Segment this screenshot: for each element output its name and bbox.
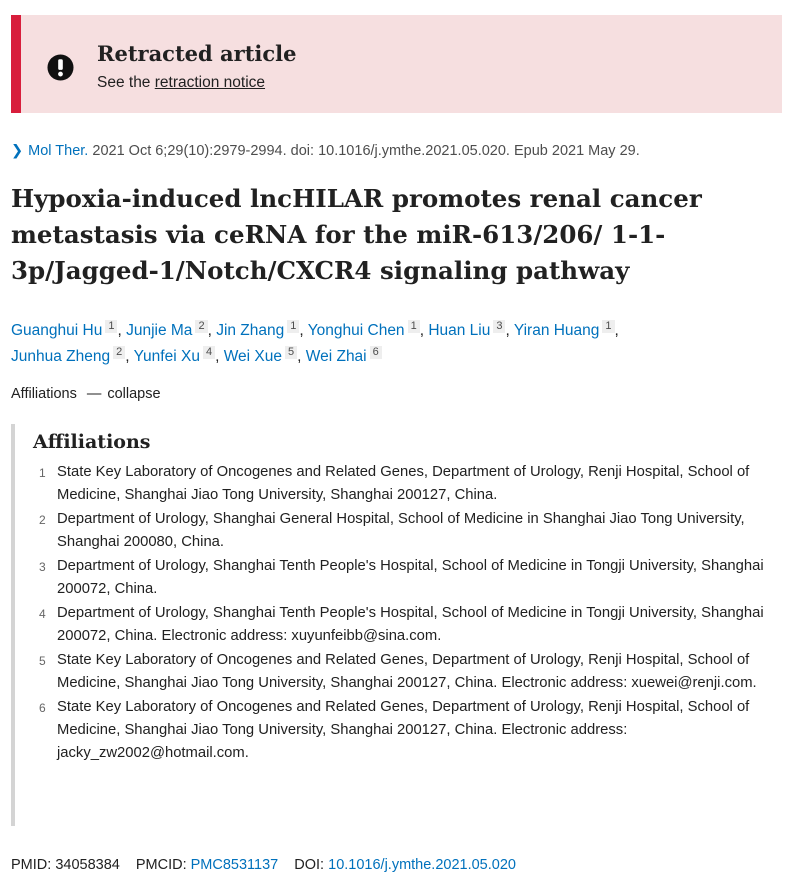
affiliation-number: 5 (39, 654, 46, 668)
affiliation-text: Department of Urology, Shanghai Tenth People's Hospital, School of Medicine in Tongji University, Shanghai 200072, China. Electronic address: xuyunfeibb@sina.com. (57, 605, 764, 644)
affiliation-ref-button[interactable]: 1 (287, 320, 299, 333)
journal-link[interactable]: Mol Ther. (28, 143, 89, 159)
collapse-link[interactable]: collapse (107, 386, 161, 402)
article-identifiers (11, 857, 516, 873)
author-item (224, 348, 297, 365)
pmcid-link[interactable]: PMC8531137 (190, 857, 279, 873)
retraction-prefix: See the (97, 74, 151, 91)
author-item (514, 322, 615, 339)
chevron-right-icon[interactable]: ❯ (11, 143, 24, 159)
affiliation-ref-button[interactable]: 4 (203, 346, 215, 359)
affiliation-number: 2 (39, 513, 46, 527)
affiliation-item (33, 508, 781, 554)
affiliations-heading: Affiliations (33, 431, 151, 453)
affiliation-number: 3 (39, 560, 46, 574)
affiliation-item (33, 602, 781, 648)
article-title-line: metastasis via ceRNA for the miR-613/206/ 1-1- (11, 220, 666, 249)
affiliations-toggle-dash: — (86, 386, 102, 402)
retraction-notice-line (97, 74, 265, 92)
author-link[interactable]: Guanghui Hu (11, 322, 103, 339)
author-list: Guanghui Hu 1 , Junjie Ma 2 , Jin Zhang 1 , Yonghui Chen 1 , Huan Liu 3 , Yiran Huang 1 , Junhua Zheng 2 , Yunfei Xu 4 , Wei Xue 5 , Wei Zhai 6 (11, 320, 619, 365)
affiliation-text: State Key Laboratory of Oncogenes and Related Genes, Department of Urology, Renji Hospital, School of Medicine, Shanghai Jiao Tong University, Shanghai 200127, China. Electronic address: jacky_zw2002@hotmail.com. (57, 699, 750, 761)
affiliation-ref-button[interactable]: 1 (105, 320, 117, 333)
author-link[interactable]: Yiran Huang (513, 322, 600, 339)
affiliation-item (33, 649, 781, 695)
pmid-value: 34058384 (55, 857, 120, 873)
affiliations-toggle[interactable] (11, 386, 161, 402)
retraction-banner (11, 15, 782, 113)
author-link[interactable]: Yunfei Xu (133, 348, 200, 365)
author-link[interactable]: Yonghui Chen (307, 322, 405, 339)
author-item (11, 322, 117, 339)
author-item (216, 322, 299, 339)
author-item (306, 348, 382, 365)
citation-details: 2021 Oct 6;29(10):2979-2994. doi: 10.1016/j.ymthe.2021.05.020. Epub 2021 May 29. (92, 143, 640, 159)
affiliation-ref-button[interactable]: 2 (195, 320, 207, 333)
affiliation-text: Department of Urology, Shanghai Tenth People's Hospital, School of Medicine in Tongji University, Shanghai 200072, China. (57, 558, 764, 597)
doi-label: DOI: (294, 857, 325, 873)
affiliation-item (33, 555, 781, 601)
affiliation-text: State Key Laboratory of Oncogenes and Related Genes, Department of Urology, Renji Hospital, School of Medicine, Shanghai Jiao Tong University, Shanghai 200127, China. (57, 464, 750, 503)
affiliation-text: Department of Urology, Shanghai General Hospital, School of Medicine in Shanghai Jiao Tong University, Shanghai 200080, China. (57, 511, 745, 550)
affiliations-toggle-label: Affiliations (11, 386, 77, 402)
exclamation-circle-icon (47, 54, 74, 81)
affiliation-item (33, 461, 781, 507)
affiliation-ref-button[interactable]: 6 (370, 346, 382, 359)
pmid-label: PMID: (11, 857, 52, 873)
affiliation-number: 1 (39, 466, 46, 480)
author-link[interactable]: Junhua Zheng (11, 348, 111, 365)
author-link[interactable]: Wei Xue (223, 348, 282, 365)
affiliation-ref-button[interactable]: 2 (113, 346, 125, 359)
article-title-line: 3p/Jagged-1/Notch/CXCR4 signaling pathway (11, 256, 630, 285)
retraction-notice-link[interactable]: retraction notice (154, 74, 266, 91)
article-title (11, 181, 781, 289)
affiliation-number: 6 (39, 701, 46, 715)
affiliation-item (33, 696, 781, 765)
author-item (308, 322, 420, 339)
affiliations-panel (11, 424, 781, 826)
affiliation-ref-button[interactable]: 5 (285, 346, 297, 359)
author-item (11, 348, 125, 365)
author-item (428, 322, 505, 339)
affiliation-ref-button[interactable]: 1 (602, 320, 614, 333)
affiliation-text: State Key Laboratory of Oncogenes and Related Genes, Department of Urology, Renji Hospital, School of Medicine, Shanghai Jiao Tong University, Shanghai 200127, China. Electronic address: xuewei@renji.com. (57, 652, 757, 691)
author-item (126, 322, 207, 339)
author-link[interactable]: Junjie Ma (126, 322, 193, 339)
article-title-line: Hypoxia-induced lncHILAR promotes renal cancer (11, 184, 702, 213)
pmcid-label: PMCID: (135, 857, 187, 873)
affiliation-number: 4 (39, 607, 46, 621)
affiliation-ref-button[interactable]: 3 (493, 320, 505, 333)
author-item (134, 348, 215, 365)
author-link[interactable]: Jin Zhang (216, 322, 285, 339)
affiliation-ref-button[interactable]: 1 (408, 320, 420, 333)
citation-line (11, 143, 640, 159)
doi-link[interactable]: 10.1016/j.ymthe.2021.05.020 (328, 857, 516, 873)
author-link[interactable]: Huan Liu (428, 322, 491, 339)
retraction-title: Retracted article (97, 41, 297, 66)
author-link[interactable]: Wei Zhai (305, 348, 367, 365)
affiliations-list (33, 461, 781, 765)
